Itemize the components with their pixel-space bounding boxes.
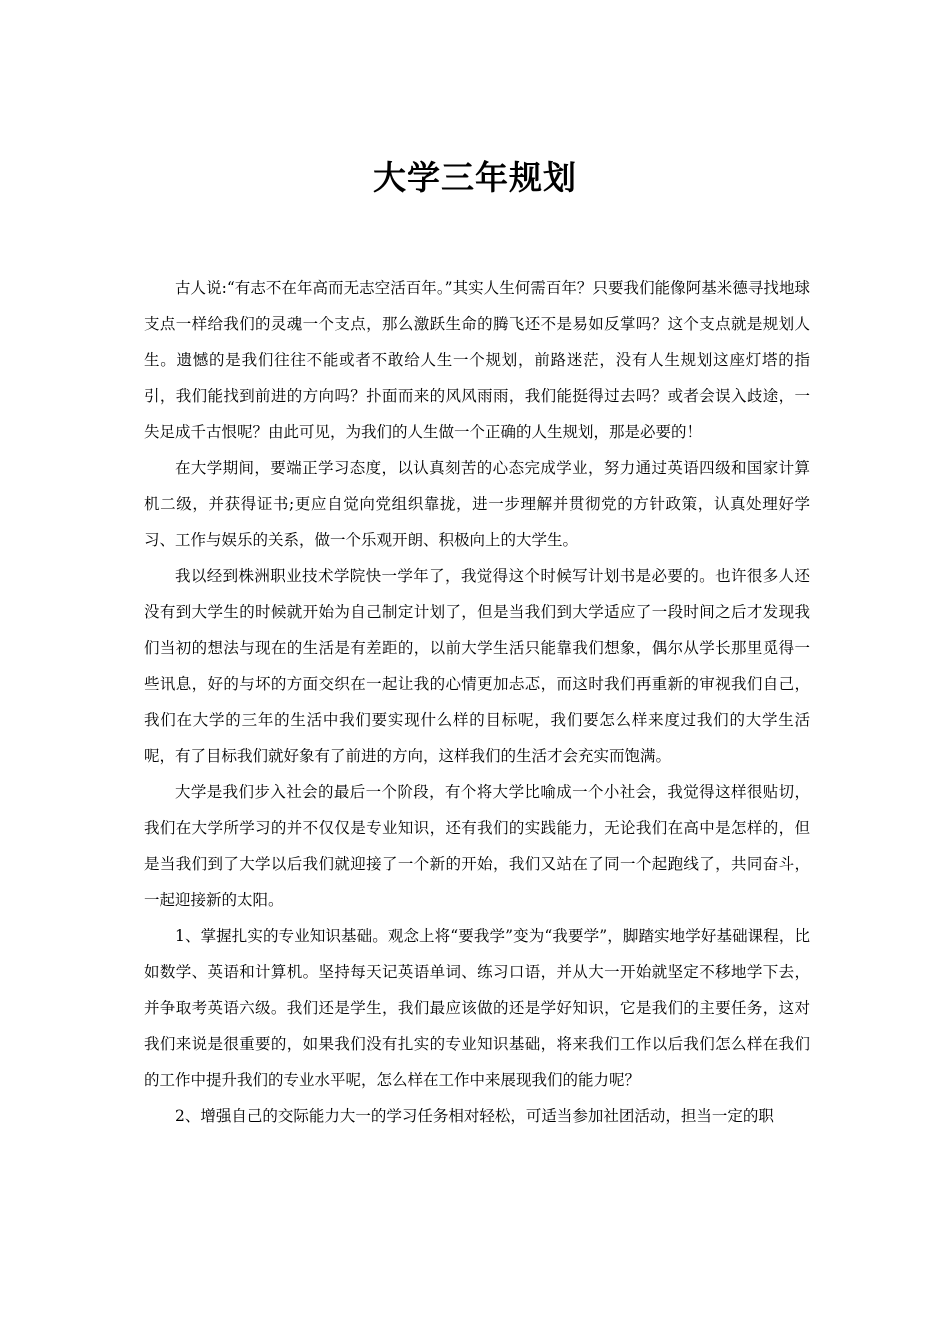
paragraph-university-society: 大学是我们步入社会的最后一个阶段，有个将大学比喻成一个小社会，我觉得这样很贴切，我们在大学所学习的并不仅仅是专业知识，还有我们的实践能力，无论我们在高中是怎样的，但是当我们到了大学以后我们就迎接了一个新的开始，我们又站在了同一个起跑线了，共同奋斗，一起迎接新的太阳。 (144, 783, 810, 909)
paragraph-item-2: 2、增强自己的交际能力大一的学习任务相对轻松，可适当参加社团活动，担当一定的职 (175, 1107, 774, 1125)
paragraph-item-1: 1、掌握扎实的专业知识基础。观念上将“要我学”变为“我要学”，脚踏实地学好基础课程，比如数学、英语和计算机。坚持每天记英语单词、练习口语，并从大一开始就坚定不移地学下去，并争取考英语六级。我们还是学生，我们最应该做的还是学好知识，它是我们的主要任务，这对我们来说是很重要的，如果我们没有扎实的专业知识基础，将来我们工作以后我们怎么样在我们的工作中提升我们的专业水平呢，怎么样在工作中来展现我们的能力呢？ (144, 927, 810, 1089)
paragraph-study-goals: 在大学期间，要端正学习态度，以认真刻苦的心态完成学业，努力通过英语四级和国家计算机二级，并获得证书;更应自觉向党组织靠拢，进一步理解并贯彻党的方针政策，认真处理好学习、工作与娱乐的关系，做一个乐观开朗、积极向上的大学生。 (144, 459, 810, 549)
document-body (144, 270, 810, 1134)
paragraph-reflection: 我以经到株洲职业技术学院快一学年了，我觉得这个时候写计划书是必要的。也许很多人还没有到大学生的时候就开始为自己制定计划了，但是当我们到大学适应了一段时间之后才发现我们当初的想法与现在的生活是有差距的，以前大学生活只能靠我们想象，偶尔从学长那里觅得一些讯息，好的与坏的方面交织在一起让我的心情更加忐忑，而这时我们再重新的审视我们自己，我们在大学的三年的生活中我们要实现什么样的目标呢，我们要怎么样来度过我们的大学生活呢，有了目标我们就好象有了前进的方向，这样我们的生活才会充实而饱满。 (144, 567, 810, 765)
paragraph-intro: 古人说:“有志不在年高而无志空活百年。”其实人生何需百年？只要我们能像阿基米德寻找地球支点一样给我们的灵魂一个支点，那么激跃生命的腾飞还不是易如反掌吗？这个支点就是规划人生。遗憾的是我们往往不能或者不敢给人生一个规划，前路迷茫，没有人生规划这座灯塔的指引，我们能找到前进的方向吗？扑面而来的风风雨雨，我们能挺得过去吗？或者会误入歧途，一失足成千古恨呢？由此可见，为我们的人生做一个正确的人生规划，那是必要的！ (144, 279, 810, 441)
document-title: 大学三年规划 (373, 158, 577, 197)
